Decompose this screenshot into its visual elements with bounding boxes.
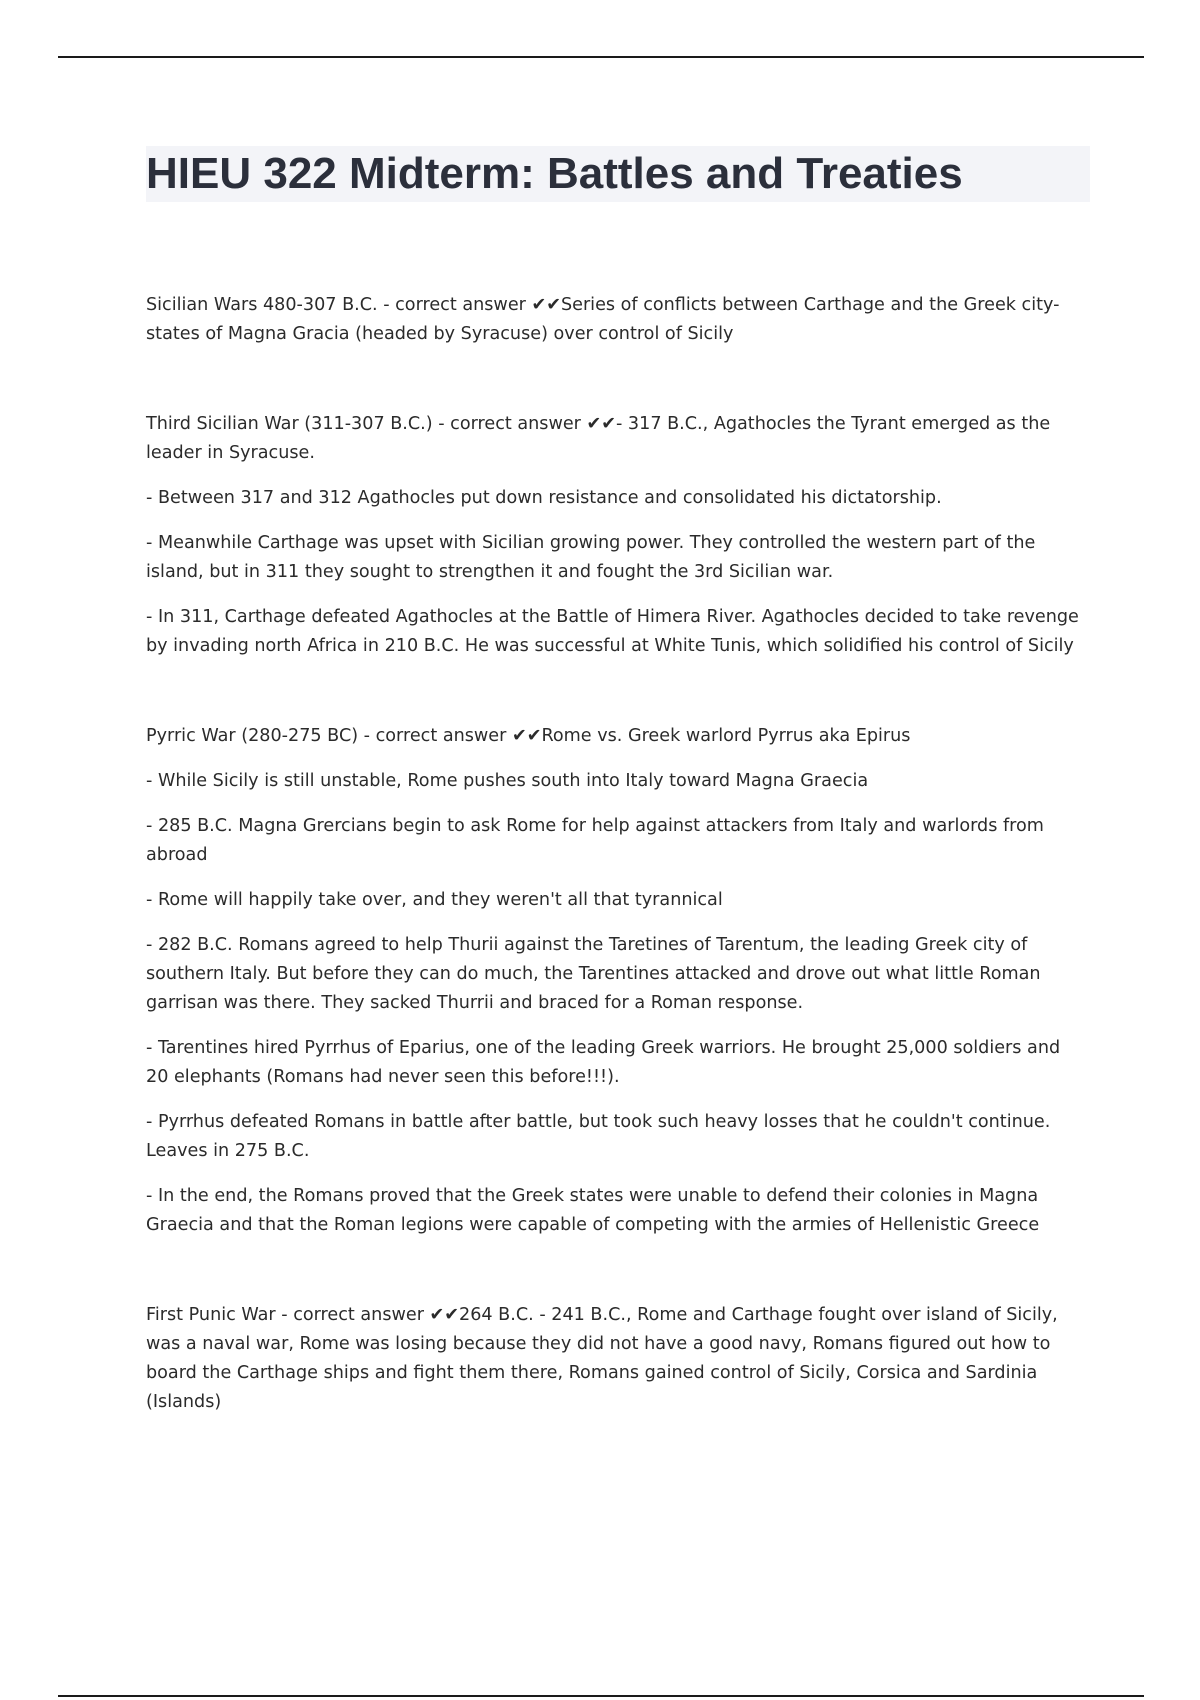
paragraph: - Rome will happily take over, and they weren't all that tyrannical (146, 890, 723, 910)
entry-third-sicilian-war (146, 410, 1086, 661)
entry-sicilian-wars (146, 291, 1086, 349)
paragraph: - 285 B.C. Magna Grercians begin to ask Rome for help against attackers from Italy and warlords from abroad (146, 816, 1044, 865)
paragraph: - Meanwhile Carthage was upset with Sicilian growing power. They controlled the western part of the island, but in 311 they sought to strengthen it and fought the 3rd Sicilian war. (146, 533, 1036, 582)
paragraph: - Between 317 and 312 Agathocles put down resistance and consolidated his dictatorship. (146, 488, 942, 508)
paragraph: - 282 B.C. Romans agreed to help Thurii against the Taretines of Tarentum, the leading Greek city of southern Italy. But before they can do much, the Tarentines attacked and drove out what little Roman garrisan was there. They sacked Thurrii and braced for a Roman response. (146, 935, 1041, 1013)
paragraph: - In the end, the Romans proved that the Greek states were unable to defend their colonies in Magna Graecia and that the Roman legions were capable of competing with the armies of Hellenistic Greece (146, 1186, 1040, 1235)
paragraph: - Tarentines hired Pyrrhus of Eparius, one of the leading Greek warriors. He brought 25,000 soldiers and 20 elephants (Romans had never seen this before!!!). (146, 1038, 1061, 1087)
paragraph: First Punic War - correct answer ✔✔264 B.C. - 241 B.C., Rome and Carthage fought over island of Sicily, was a naval war, Rome was losing because they did not have a good navy, Romans figured out how to board the Carthage ships and fight them there, Romans gained control of Sicily, Corsica and Sardinia (Islands) (146, 1305, 1058, 1412)
paragraph: - Pyrrhus defeated Romans in battle after battle, but took such heavy losses that he couldn't continue. Leaves in 275 B.C. (146, 1112, 1051, 1161)
header-rule (58, 56, 1144, 58)
paragraph: - While Sicily is still unstable, Rome pushes south into Italy toward Magna Graecia (146, 771, 869, 791)
paragraph: Third Sicilian War (311-307 B.C.) - correct answer ✔✔- 317 B.C., Agathocles the Tyrant emerged as the leader in Syracuse. (146, 414, 1051, 463)
page-title: HIEU 322 Midterm: Battles and Treaties (146, 149, 963, 198)
entry-first-punic-war (146, 1301, 1086, 1417)
paragraph: Pyrric War (280-275 BC) - correct answer ✔✔Rome vs. Greek warlord Pyrrus aka Epirus (146, 726, 911, 746)
paragraph: - In 311, Carthage defeated Agathocles at the Battle of Himera River. Agathocles decided to take revenge by invading north Africa in 210 B.C. He was successful at White Tunis, which solidified his control of Sicily (146, 607, 1079, 656)
document-body (146, 291, 1086, 1478)
entry-pyrric-war (146, 722, 1086, 1240)
paragraph: Sicilian Wars 480-307 B.C. - correct answer ✔✔Series of conflicts between Carthage and the Greek city-states of Magna Gracia (headed by Syracuse) over control of Sicily (146, 295, 1060, 344)
footer-rule (58, 1695, 1144, 1697)
